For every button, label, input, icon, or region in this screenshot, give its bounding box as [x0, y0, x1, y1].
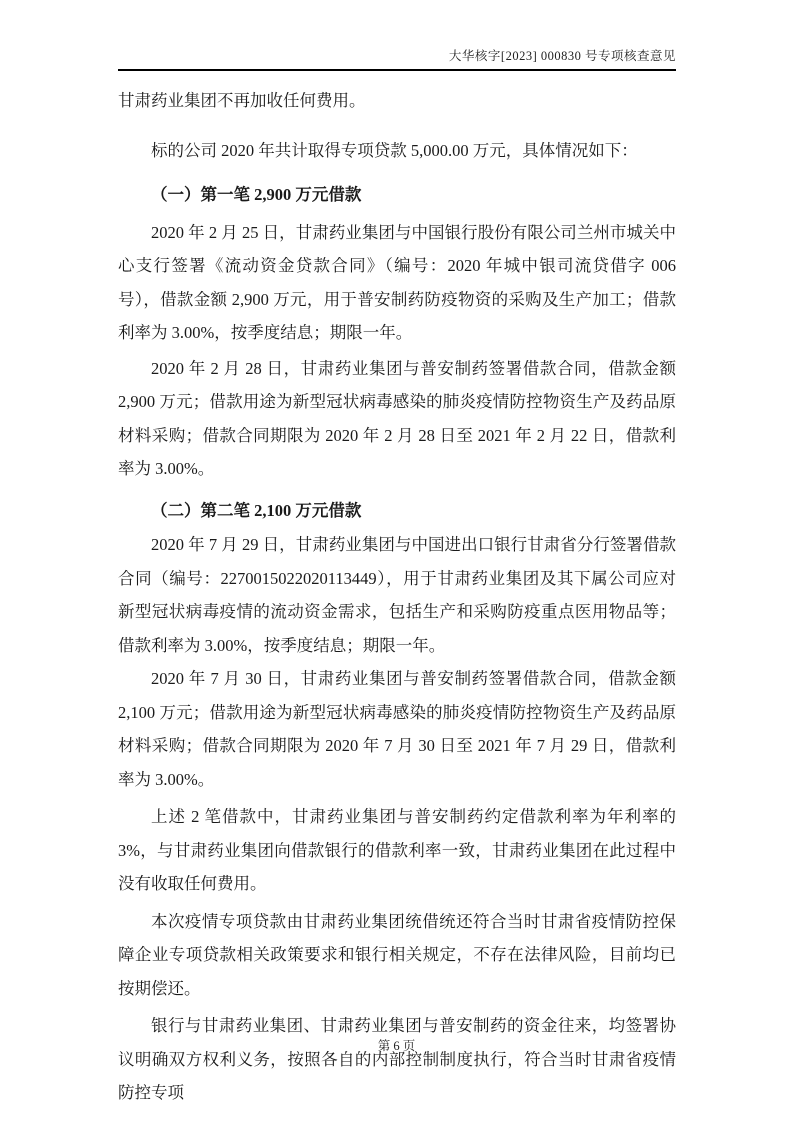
document-body — [118, 84, 676, 1110]
paragraph-loan-summary: 标的公司 2020 年共计取得专项贷款 5,000.00 万元，具体情况如下： — [151, 140, 638, 160]
page-number: 第 6 页 — [377, 1039, 416, 1053]
paragraph-first-loan-bank-contract: 2020 年 2 月 25 日，甘肃药业集团与中国银行股份有限公司兰州市城关中心支行签署《流动资金贷款合同》（编号：2020 年城中银司流贷借字 006 号），借款金额 2,900 万元，用于普安制药防疫物资的采购及生产加工；借款利率为 3.00%，按季度结息；期限一年。 — [118, 222, 676, 342]
section-heading-second-loan: （二）第二笔 2,100 万元借款 — [151, 500, 362, 520]
page-footer — [0, 1036, 793, 1054]
document-reference: 大华核字[2023] 000830 号专项核查意见 — [448, 49, 676, 63]
paragraph-compliance-note: 本次疫情专项贷款由甘肃药业集团统借统还符合当时甘肃省疫情防控保障企业专项贷款相关政策要求和银行相关规定，不存在法律风险，目前均已按期偿还。 — [118, 911, 676, 998]
paragraph-fund-flow-note: 银行与甘肃药业集团、甘肃药业集团与普安制药的资金往来，均签署协议明确双方权利义务，按照各自的内部控制制度执行，符合当时甘肃省疫情防控专项 — [118, 1016, 676, 1102]
paragraph-interest-rate-note: 上述 2 笔借款中，甘肃药业集团与普安制药约定借款利率为年利率的 3%，与甘肃药业集团向借款银行的借款利率一致，甘肃药业集团在此过程中没有收取任何费用。 — [118, 807, 676, 893]
page-header — [118, 46, 676, 71]
paragraph-second-loan-puan-contract: 2020 年 7 月 30 日，甘肃药业集团与普安制药签署借款合同，借款金额 2,100 万元；借款用途为新型冠状病毒感染的肺炎疫情防控物资生产及药品原材料采购；借款合同期限为 2020 年 7 月 30 日至 2021 年 7 月 29 日，借款利率为 3.00%。 — [118, 669, 677, 789]
paragraph-second-loan-bank-contract: 2020 年 7 月 29 日，甘肃药业集团与中国进出口银行甘肃省分行签署借款合同（编号：2270015022020113449），用于甘肃药业集团及其下属公司应对新型冠状病毒疫情的流动资金需求，包括生产和采购防疫重点医用物品等；借款利率为 3.00%，按季度结息；期限一年。 — [118, 535, 676, 655]
paragraph-first-loan-puan-contract: 2020 年 2 月 28 日，甘肃药业集团与普安制药签署借款合同，借款金额 2,900 万元；借款用途为新型冠状病毒感染的肺炎疫情防控物资生产及药品原材料采购；借款合同期限为 2020 年 2 月 28 日至 2021 年 2 月 22 日，借款利率为 3.00%。 — [118, 358, 677, 478]
section-heading-first-loan: （一）第一笔 2,900 万元借款 — [151, 185, 362, 204]
paragraph-no-extra-fees: 甘肃药业集团不再加收任何费用。 — [118, 91, 366, 110]
